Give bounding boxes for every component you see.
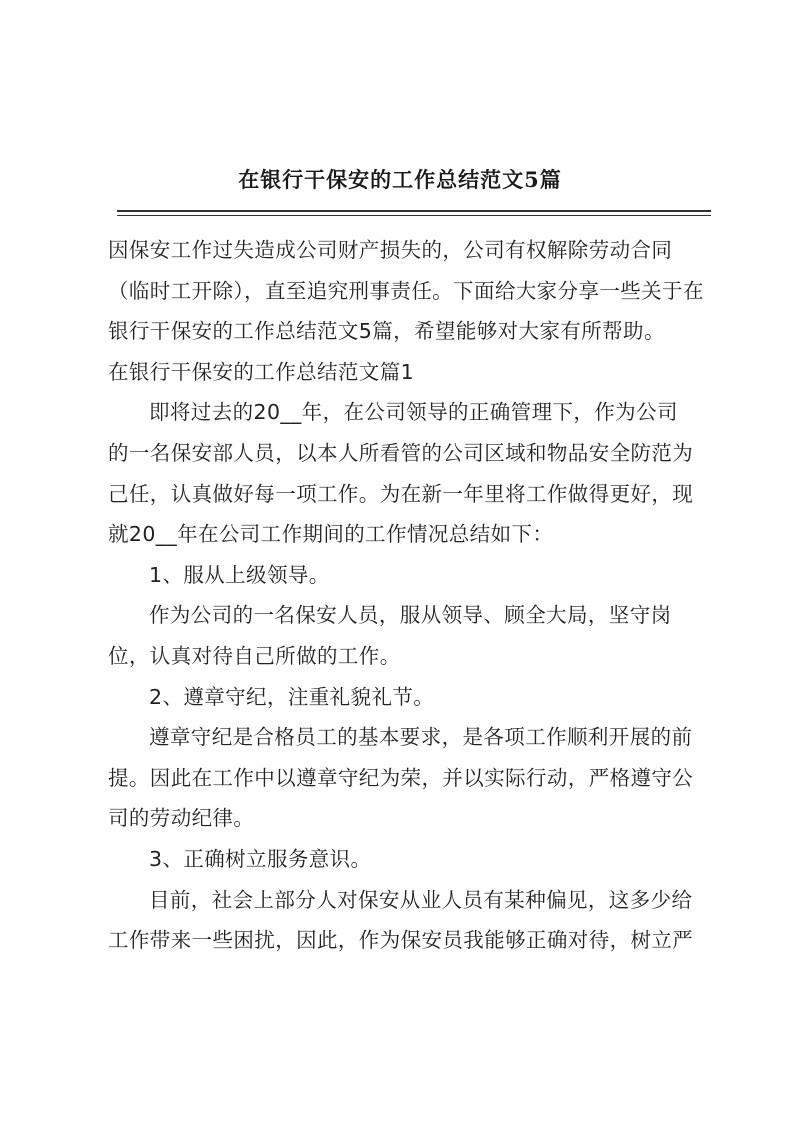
- paragraph-line: 银行干保安的工作总结范文5篇，希望能够对大家有所帮助。: [108, 319, 665, 344]
- list-item-heading: 2、遵章守纪，注重礼貌礼节。: [149, 684, 435, 709]
- paragraph-line: 提。因此在工作中以遵章守纪为荣，并以实际行动，严格遵守公: [108, 765, 694, 790]
- paragraph-line: 因保安工作过失造成公司财产损失的，公司有权解除劳动合同: [108, 238, 673, 262]
- list-item-heading: 3、正确树立服务意识。: [149, 846, 372, 871]
- paragraph-line: 司的劳动纪律。: [108, 806, 255, 831]
- paragraph-line: 位，认真对待自己所做的工作。: [108, 643, 401, 668]
- document-body: [108, 230, 713, 961]
- section-heading: 在银行干保安的工作总结范文篇1: [108, 359, 415, 384]
- title-divider-thin: [117, 215, 711, 216]
- paragraph-line: 目前，社会上部分人对保安从业人员有某种偏见，这多少给: [149, 887, 693, 912]
- paragraph-line: 的一名保安部人员，以本人所看管的公司区域和物品安全防范为: [108, 440, 694, 465]
- paragraph-line: 己任，认真做好每一项工作。为在新一年里将工作做得更好，现: [108, 481, 694, 506]
- paragraph-line: 即将过去的20__年，在公司领导的正确管理下，作为公司: [149, 400, 678, 425]
- title-divider-thick: [117, 210, 711, 212]
- paragraph-line: 遵章守纪是合格员工的基本要求，是各项工作顺利开展的前: [149, 725, 693, 750]
- paragraph-line: 就20__年在公司工作期间的工作情况总结如下：: [108, 522, 554, 547]
- document-title: 在银行干保安的工作总结范文5篇: [238, 167, 562, 192]
- paragraph-line: 工作带来一些困扰，因此，作为保安员我能够正确对待，树立严: [108, 928, 694, 953]
- list-item-heading: 1、服从上级领导。: [149, 562, 330, 587]
- paragraph-line: （临时工开除），直至追究刑事责任。下面给大家分享一些关于在: [108, 278, 704, 303]
- paragraph-line: 作为公司的一名保安人员，服从领导、顾全大局，坚守岗: [149, 603, 672, 628]
